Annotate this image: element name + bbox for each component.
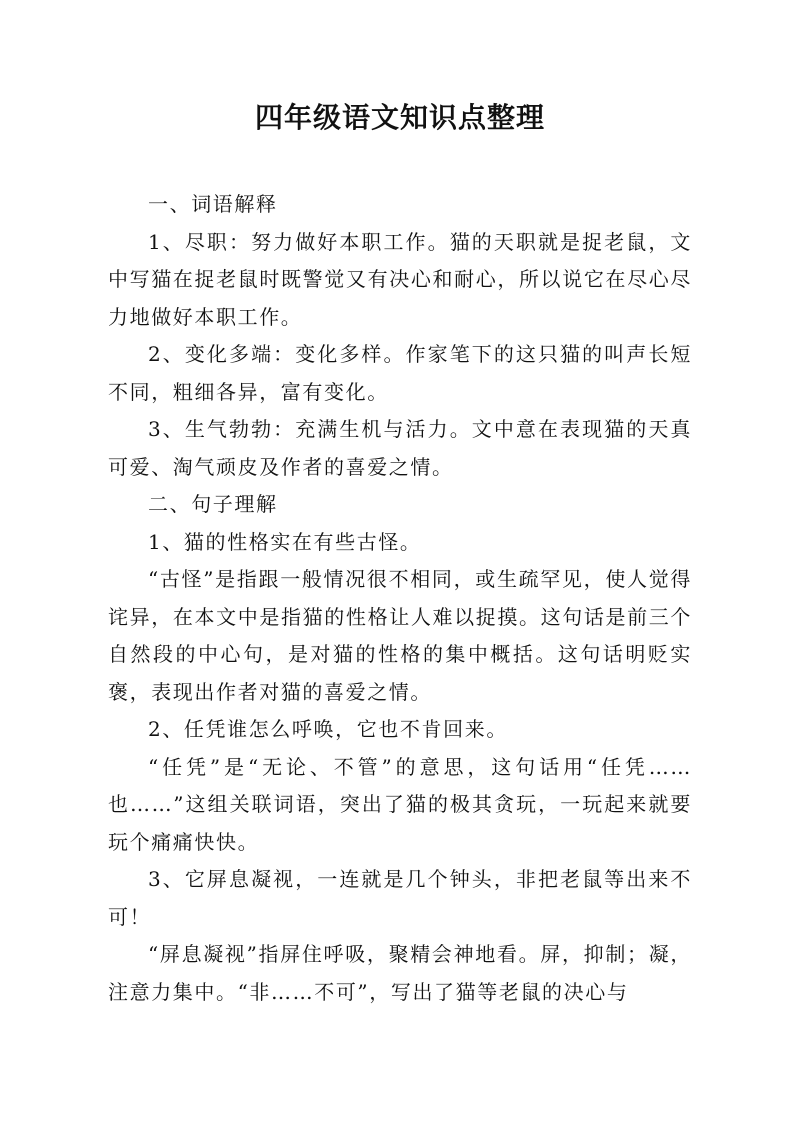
paragraph: 2、任凭谁怎么呼唤，它也不肯回来。 (148, 717, 508, 741)
paragraph: “任凭”是“无论、不管”的意思，这句话用“任凭……也……”这组关联词语，突出了猫的极其贪玩，一玩起来就要玩个痛痛快快。 (108, 754, 692, 854)
document-title: 四年级语文知识点整理 (254, 101, 545, 134)
paragraph: “古怪”是指跟一般情况很不相同，或生疏罕见，使人觉得诧异，在本文中是指猫的性格让人难以捉摸。这句话是前三个自然段的中心句，是对猫的性格的集中概括。这句话明贬实褒，表现出作者对猫的喜爱之情。 (108, 567, 692, 704)
section-heading-vocabulary: 一、词语解释 (148, 192, 278, 216)
section-heading-sentences: 二、句子理解 (148, 492, 278, 516)
paragraph: 1、猫的性格实在有些古怪。 (148, 529, 422, 554)
paragraph: 3、它屏息凝视，一连就是几个钟头，非把老鼠等出来不可！ (108, 867, 692, 929)
paragraph: “屏息凝视”指屏住呼吸，聚精会神地看。屏，抑制；凝，注意力集中。“非……不可”，写出了猫等老鼠的决心与 (108, 942, 692, 1004)
document-body (108, 186, 692, 1011)
paragraph: 3、生气勃勃：充满生机与活力。文中意在表现猫的天真可爱、淘气顽皮及作者的喜爱之情。 (108, 417, 692, 479)
paragraph: 1、尽职：努力做好本职工作。猫的天职就是捉老鼠，文中写猫在捉老鼠时既警觉又有决心和耐心，所以说它在尽心尽力地做好本职工作。 (108, 229, 692, 329)
paragraph: 2、变化多端：变化多样。作家笔下的这只猫的叫声长短不同，粗细各异，富有变化。 (108, 342, 692, 404)
